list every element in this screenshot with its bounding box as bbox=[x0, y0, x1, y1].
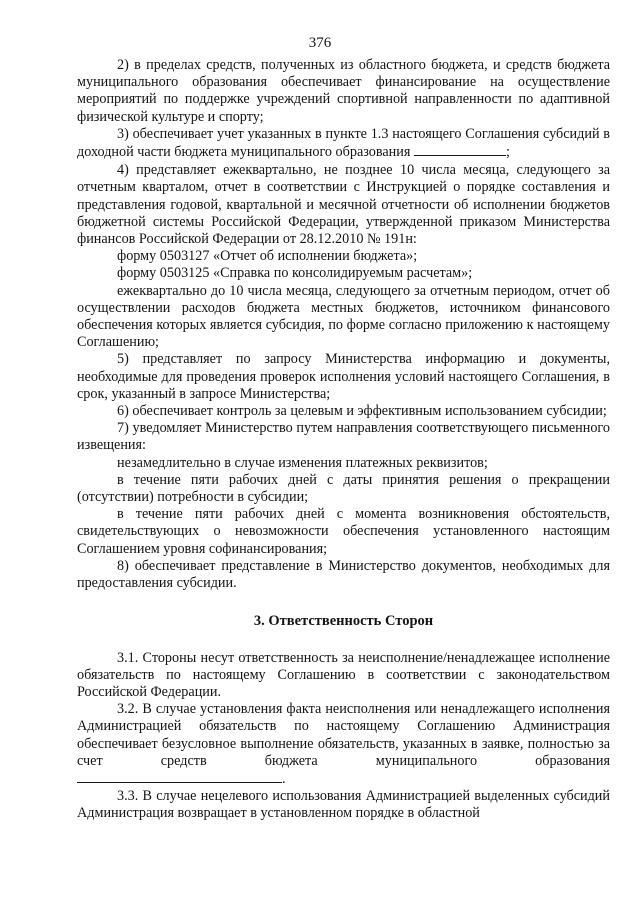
paragraph-notify-termination: в течение пяти рабочих дней с даты принятия решения о прекращении (отсутствии) потребности в субсидии; bbox=[77, 471, 610, 506]
paragraph-form-0503127: форму 0503127 «Отчет об исполнении бюджета»; bbox=[117, 248, 418, 265]
paragraph-item-3 bbox=[77, 126, 610, 161]
paragraph-notify-cofinancing: в течение пяти рабочих дней с момента возникновения обстоятельств, свидетельствующих о невозможности обеспечения установленного настоящим Соглашением уровня софинансирования; bbox=[77, 506, 610, 557]
paragraph-3-2-end: . bbox=[282, 770, 286, 787]
paragraph-item-7: 7) уведомляет Министерство путем направления соответствующего письменного извещения: bbox=[77, 420, 610, 454]
paragraph-quarterly-report: ежеквартально до 10 числа месяца, следующего за отчетным периодом, отчет об осуществлении расходов бюджета местных бюджетов, источником финансового обеспечения которых является субсидия, по форме согласно приложению к настоящему Соглашению; bbox=[77, 282, 610, 351]
paragraph-notify-requisites: незамедлительно в случае изменения платежных реквизитов; bbox=[117, 454, 488, 471]
paragraph-3-2: 3.2. В случае установления факта неисполнения или ненадлежащего исполнения Администрацией обязательств по настоящему Соглашению Администрация обеспечивает безусловное выполнение обязательств, указанных в заявке, полностью за счет средств бюджета муниципального образования bbox=[77, 701, 610, 769]
paragraph-item-5: 5) представляет по запросу Министерства информацию и документы, необходимые для проведения проверок исполнения условий настоящего Соглашения, в срок, указанный в запросе Министерства; bbox=[77, 351, 610, 402]
blank-fill-line bbox=[414, 143, 506, 156]
paragraph-3-1: 3.1. Стороны несут ответственность за неисполнение/ненадлежащее исполнение обязательств по настоящему Соглашению в соответствии с законодательством Российской Федерации. bbox=[77, 649, 610, 700]
page-number: 376 bbox=[308, 35, 332, 51]
section-heading: 3. Ответственность Сторон bbox=[253, 613, 434, 630]
paragraph-3-3: 3.3. В случае нецелевого использования Администрацией выделенных субсидий Администрация возвращает в установленном порядке в областной bbox=[77, 788, 610, 822]
paragraph-item-8: 8) обеспечивает представление в Министерство документов, необходимых для предоставления субсидии. bbox=[77, 557, 610, 592]
document-body bbox=[77, 57, 610, 823]
paragraph-item-2: 2) в пределах средств, полученных из областного бюджета, и средств бюджета муниципального образования обеспечивает финансирование на осуществление мероприятий по поддержке учреждений спортивной направленности по адаптивной физической культуре и спорту; bbox=[77, 57, 610, 125]
paragraph-item-3-end: ; bbox=[505, 144, 510, 161]
paragraph-item-3-text: 3) обеспечивает учет указанных в пункте 1.3 настоящего Соглашения субсидий в доходной части бюджета муниципального образования bbox=[77, 125, 610, 161]
paragraph-form-0503125: форму 0503125 «Справка по консолидируемым расчетам»; bbox=[117, 265, 473, 282]
blank-fill-line bbox=[77, 770, 282, 783]
paragraph-3-2-blank bbox=[77, 770, 610, 788]
paragraph-item-6: 6) обеспечивает контроль за целевым и эффективным использованием субсидии; bbox=[117, 403, 607, 420]
paragraph-item-4: 4) представляет ежеквартально, не позднее 10 числа месяца, следующего за отчетным кварталом, отчет в соответствии с Инструкцией о порядке составления и представления годовой, квартальной и месячной отчетности об исполнении бюджетов бюджетной системы Российской Федерации, утвержденной приказом Министерства финансов Российской Федерации от 28.12.2010 № 191н: bbox=[77, 162, 610, 248]
